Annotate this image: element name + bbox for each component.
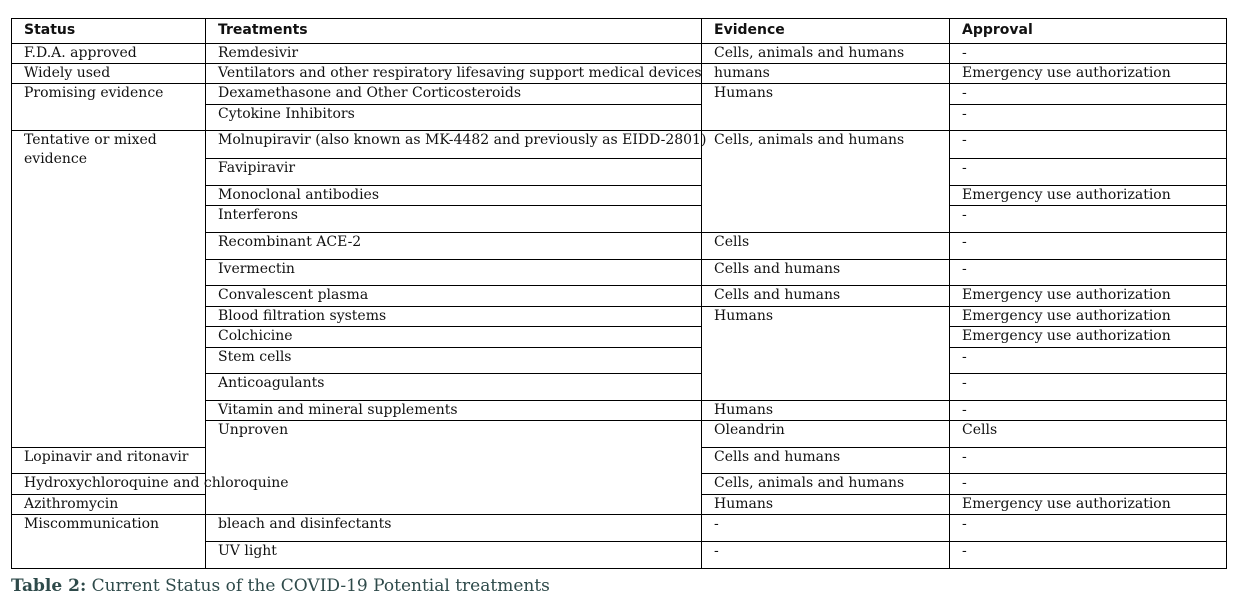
header-row <box>12 19 1227 44</box>
approval-cell: - <box>950 448 1227 474</box>
approval-cell: Emergency use authorization <box>950 307 1227 327</box>
caption-label: Table 2: <box>11 576 87 596</box>
approval-cell: - <box>950 515 1227 542</box>
status-cell: Miscommunication <box>12 515 206 569</box>
treatment-cell: Favipiravir <box>206 159 702 186</box>
approval-cell: - <box>950 159 1227 186</box>
status-cell: Tentative or mixed evidence <box>12 131 206 448</box>
approval-cell: Emergency use authorization <box>950 495 1227 515</box>
table-body <box>12 44 1227 569</box>
status-cell: Unproven <box>206 421 702 515</box>
treatment-cell: Interferons <box>206 206 702 233</box>
treatment-cell: Stem cells <box>206 348 702 374</box>
evidence-cell: - <box>702 542 950 569</box>
approval-cell: - <box>950 84 1227 105</box>
table-row <box>12 515 1227 542</box>
approval-cell: - <box>950 401 1227 421</box>
evidence-cell: Cells, animals and humans <box>702 44 950 64</box>
treatment-cell: Ivermectin <box>206 260 702 286</box>
header-status: Status <box>12 19 206 44</box>
table-row <box>12 84 1227 105</box>
table-row <box>12 131 1227 159</box>
evidence-cell: humans <box>702 64 950 84</box>
treatment-cell: Molnupiravir (also known as MK-4482 and previously as EIDD-2801) <box>206 131 702 159</box>
status-cell: Promising evidence <box>12 84 206 131</box>
approval-cell: - <box>950 105 1227 131</box>
approval-cell: - <box>950 542 1227 569</box>
treatment-cell: Monoclonal antibodies <box>206 186 702 206</box>
evidence-cell: Cells <box>702 233 950 260</box>
approval-cell: - <box>950 44 1227 64</box>
evidence-cell: Humans <box>702 401 950 421</box>
approval-cell: Emergency use authorization <box>950 286 1227 307</box>
treatment-cell: Hydroxychloroquine and chloroquine <box>12 474 206 495</box>
treatment-cell: Colchicine <box>206 327 702 348</box>
approval-cell: - <box>950 474 1227 495</box>
treatment-cell: Oleandrin <box>702 421 950 448</box>
treatment-cell: Azithromycin <box>12 495 206 515</box>
table-caption <box>11 576 550 596</box>
treatment-cell: Lopinavir and ritonavir <box>12 448 206 474</box>
treatment-cell: Cytokine Inhibitors <box>206 105 702 131</box>
evidence-cell: Cells <box>950 421 1227 448</box>
header-approval: Approval <box>950 19 1227 44</box>
treatment-cell: Recombinant ACE-2 <box>206 233 702 260</box>
approval-cell: Emergency use authorization <box>950 186 1227 206</box>
status-cell: F.D.A. approved <box>12 44 206 64</box>
approval-cell: - <box>950 374 1227 401</box>
treatment-cell: Anticoagulants <box>206 374 702 401</box>
evidence-cell: Cells and humans <box>702 286 950 307</box>
approval-cell: - <box>950 260 1227 286</box>
treatment-cell: UV light <box>206 542 702 569</box>
treatment-cell: Remdesivir <box>206 44 702 64</box>
treatment-cell: bleach and disinfectants <box>206 515 702 542</box>
treatments-table <box>11 18 1227 569</box>
evidence-cell: Cells and humans <box>702 260 950 286</box>
treatment-cell: Ventilators and other respiratory lifesaving support medical devices <box>206 64 702 84</box>
evidence-cell: Humans <box>702 307 950 401</box>
table-row <box>12 64 1227 84</box>
header-evidence: Evidence <box>702 19 950 44</box>
evidence-cell: Cells, animals and humans <box>702 474 950 495</box>
evidence-cell: Cells and humans <box>702 448 950 474</box>
table-row <box>12 44 1227 64</box>
treatment-cell: Dexamethasone and Other Corticosteroids <box>206 84 702 105</box>
approval-cell: Emergency use authorization <box>950 64 1227 84</box>
treatment-cell: Vitamin and mineral supplements <box>206 401 702 421</box>
evidence-cell: Cells, animals and humans <box>702 131 950 233</box>
approval-cell: - <box>950 206 1227 233</box>
caption-text: Current Status of the COVID-19 Potential treatments <box>86 576 550 596</box>
treatment-cell: Blood filtration systems <box>206 307 702 327</box>
evidence-cell: Humans <box>702 84 950 131</box>
treatment-cell: Convalescent plasma <box>206 286 702 307</box>
evidence-cell: - <box>702 515 950 542</box>
approval-cell: - <box>950 131 1227 159</box>
approval-cell: - <box>950 348 1227 374</box>
evidence-cell: Humans <box>702 495 950 515</box>
approval-cell: - <box>950 233 1227 260</box>
status-cell: Widely used <box>12 64 206 84</box>
approval-cell: Emergency use authorization <box>950 327 1227 348</box>
header-treatments: Treatments <box>206 19 702 44</box>
